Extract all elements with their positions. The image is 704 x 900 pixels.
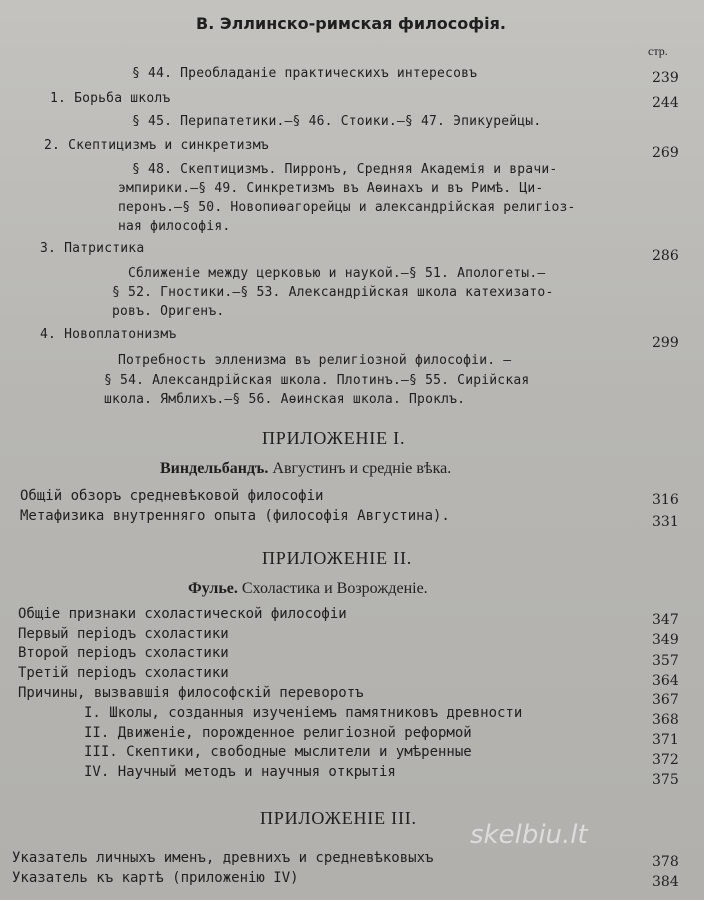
toc-entry: ровъ. Оригенъ. (112, 304, 225, 319)
appendix-entry: IV. Научный методъ и научныя открытія (84, 764, 396, 780)
appendix-entry: Причины, вызвавшія философскій переворотъ (18, 685, 364, 701)
section-title: B. Эллинско-римская философія. (196, 14, 506, 33)
appendix-page-number: 368 (652, 712, 679, 728)
toc-entry: 1. Борьба школъ (50, 91, 171, 106)
toc-entry: ная философія. (118, 219, 231, 234)
appendix-entry: Общіе признаки схоластической философіи (18, 606, 347, 622)
appendix-entry: II. Движеніе, порожденное религіозной реформой (84, 725, 472, 741)
appendix-subtitle (188, 580, 428, 598)
appendix-page-number: 331 (652, 514, 679, 530)
watermark: skelbiu.lt (470, 820, 588, 850)
toc-page-number: 244 (652, 95, 679, 111)
appendix-page-number: 364 (652, 673, 679, 689)
appendix-entry: Второй періодъ схоластики (18, 645, 229, 661)
toc-page-number: 269 (652, 145, 679, 161)
appendix-page-number: 372 (652, 752, 679, 768)
appendix-subtitle (160, 460, 451, 478)
appendix-entry: Указатель личныхъ именъ, древнихъ и средневѣковыхъ (12, 850, 434, 866)
appendix-author: Фулье. (188, 580, 238, 597)
toc-entry: Потребность элленизма въ религіозной философіи. — (118, 353, 512, 368)
toc-entry: § 54. Александрійская школа. Плотинъ.—§ 55. Сирійская (104, 373, 530, 388)
appendix-subtitle-text: Схоластика и Возрожденіе. (241, 580, 428, 597)
appendix-author: Виндельбандъ. (160, 460, 269, 477)
appendix-page-number: 371 (652, 732, 679, 748)
toc-entry: § 44. Преобладаніе практическихъ интересовъ (132, 66, 478, 81)
appendix-entry: Общій обзоръ средневѣковой философіи (20, 488, 324, 504)
toc-entry: § 48. Скептицизмъ. Пирронъ, Средняя Академія и врачи- (132, 162, 558, 177)
toc-page-number: 299 (652, 335, 679, 351)
appendix-entry: Первый періодъ схоластики (18, 626, 229, 642)
appendix-title: ПРИЛОЖЕНІЕ III. (260, 808, 417, 828)
appendix-page-number: 357 (652, 653, 679, 669)
toc-entry: 3. Патристика (40, 241, 145, 256)
toc-entry: Сближеніе между церковью и наукой.—§ 51. Апологеты.— (128, 266, 546, 281)
appendix-page-number: 316 (652, 492, 679, 508)
appendix-page-number: 367 (652, 692, 679, 708)
toc-entry: 4. Новоплатонизмъ (40, 327, 177, 342)
appendix-entry: Третій періодъ схоластики (18, 665, 229, 681)
appendix-page-number: 349 (652, 632, 679, 648)
toc-page-number: 239 (652, 70, 679, 86)
appendix-title: ПРИЛОЖЕНІЕ II. (262, 548, 413, 568)
toc-entry: § 52. Гностики.—§ 53. Александрійская школа катехизато- (112, 285, 554, 300)
toc-page-number: 286 (652, 248, 679, 264)
appendix-page-number: 375 (652, 772, 679, 788)
appendix-page-number: 384 (652, 874, 679, 890)
toc-entry: 2. Скептицизмъ и синкретизмъ (44, 138, 269, 153)
toc-entry: § 45. Перипатетики.—§ 46. Стоики.—§ 47. Эпикурейцы. (132, 114, 542, 129)
appendix-entry: III. Скептики, свободные мыслители и умѣренные (84, 744, 472, 760)
appendix-entry: Метафизика внутренняго опыта (философія Августина). (20, 508, 450, 524)
appendix-page-number: 378 (652, 854, 679, 870)
appendix-title: ПРИЛОЖЕНІЕ I. (262, 428, 406, 448)
appendix-entry: Указатель къ картѣ (приложенію IV) (12, 870, 299, 886)
toc-entry: эмпирики.—§ 49. Синкретизмъ въ Аѳинахъ и въ Римѣ. Ци- (118, 181, 544, 196)
page-column-label: стр. (648, 44, 668, 58)
appendix-subtitle-text: Августинъ и средніе вѣка. (272, 460, 452, 477)
toc-entry: перонъ.—§ 50. Новопиѳагорейцы и александрійская религіоз- (118, 200, 576, 215)
appendix-page-number: 347 (652, 612, 679, 628)
appendix-entry: I. Школы, созданныя изученіемъ памятниковъ древности (84, 705, 523, 721)
toc-entry: школа. Ямблихъ.—§ 56. Аѳинская школа. Проклъ. (104, 392, 466, 407)
